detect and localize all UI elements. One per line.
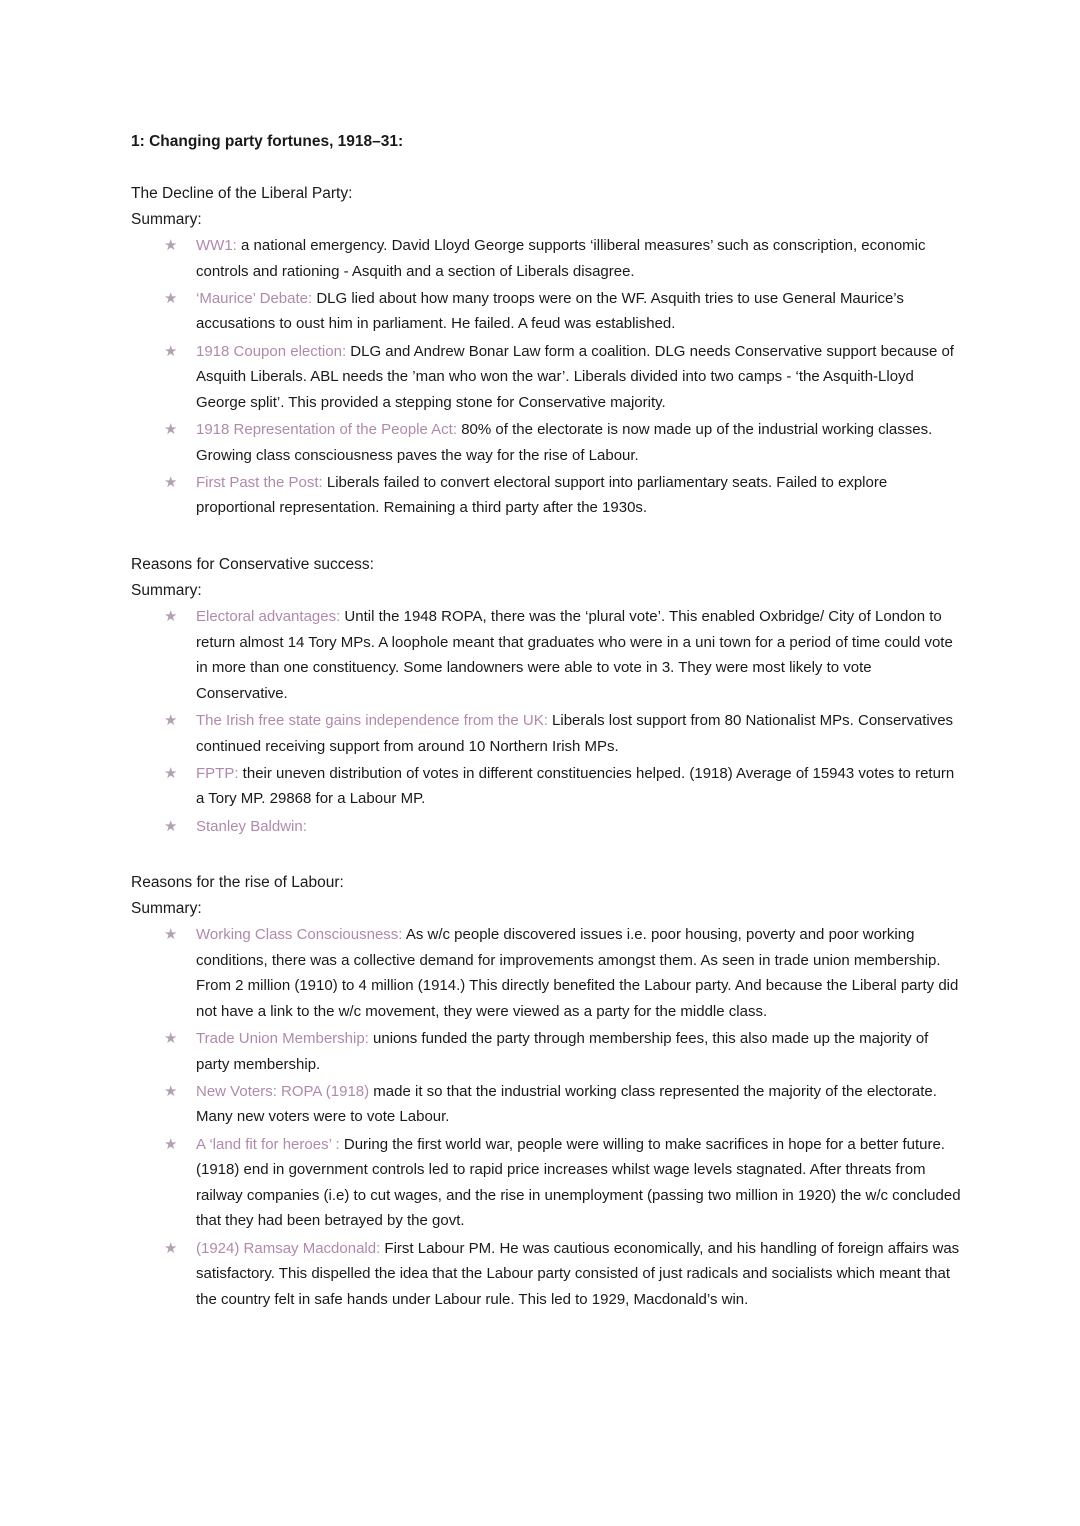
star-icon: ★ <box>164 342 178 360</box>
list-item <box>131 922 961 1024</box>
bullet-text: a national emergency. David Lloyd George supports ‘illiberal measures’ such as conscription, economic controls and rationing - Asquith and a section of Liberals disagree. <box>196 237 926 280</box>
bullet-text: 80% of the electorate is now made up of the industrial working classes. Growing class consciousness paves the way for the rise of Labour. <box>196 420 933 464</box>
star-icon: ★ <box>164 420 178 438</box>
bullet-term: Trade Union Membership: <box>196 1029 369 1047</box>
list-item <box>131 1132 961 1234</box>
list-item <box>131 1026 961 1077</box>
summary-label: Summary: <box>131 211 202 228</box>
bullet-list <box>131 922 961 1312</box>
bullet-text: their uneven distribution of votes in different constituencies helped. (1918) Average of 15943 votes to return a Tory MP. 29868 for a Labour MP. <box>196 764 955 808</box>
bullet-list <box>131 233 961 521</box>
bullet-term: WW1: <box>196 237 237 254</box>
list-item <box>131 339 961 416</box>
star-icon: ★ <box>164 1082 178 1100</box>
list-item <box>131 233 961 284</box>
bullet-text: DLG and Andrew Bonar Law form a coalition. DLG needs Conservative support because of Asquith Liberals. ABL needs the ’man who won the war’. Liberals divided into two camps - ‘the Asquith-Lloyd George split’. This provided a stepping stone for Conservative majority. <box>196 342 954 411</box>
bullet-term: FPTP: <box>196 764 239 782</box>
bullet-text: made it so that the industrial working class represented the majority of the electorate. Many new voters were to vote Labour. <box>196 1082 937 1126</box>
list-item <box>131 708 961 759</box>
list-item <box>131 761 961 812</box>
list-item <box>131 1079 961 1130</box>
bullet-text: As w/c people discovered issues i.e. poor housing, poverty and poor working conditions, there was a collective demand for improvements amongst them. As seen in trade union membership. From 2 million (1910) to 4 million (1914.) This directly benefited the Labour party. And because the Liberal party did not have a link to the w/c movement, they were viewed as a party for the middle class. <box>196 926 959 1020</box>
star-icon: ★ <box>164 817 178 835</box>
star-icon: ★ <box>164 289 178 307</box>
list-item <box>131 286 961 337</box>
star-icon: ★ <box>164 764 178 782</box>
star-icon: ★ <box>164 711 178 729</box>
list-item <box>131 814 961 840</box>
bullet-term: 1918 Coupon election: <box>196 342 347 360</box>
bullet-term: Electoral advantages: <box>196 608 341 625</box>
bullet-term: Stanley Baldwin: <box>196 817 307 835</box>
bullet-text: unions funded the party through membership fees, this also made up the majority of party membership. <box>196 1029 929 1073</box>
bullet-text: DLG lied about how many troops were on the WF. Asquith tries to use General Maurice’s accusations to oust him in parliament. He failed. A feud was established. <box>196 289 904 333</box>
star-icon: ★ <box>164 1239 178 1257</box>
bullet-term: 1918 Representation of the People Act: <box>196 420 458 438</box>
list-item <box>131 1236 961 1313</box>
bullet-term: A ‘land fit for heroes’ : <box>196 1135 340 1153</box>
star-icon: ★ <box>164 1135 178 1153</box>
bullet-term: The Irish free state gains independence from the UK: <box>196 711 548 729</box>
section-heading: Reasons for the rise of Labour: <box>131 874 344 891</box>
star-icon: ★ <box>164 237 178 254</box>
list-item <box>131 470 961 521</box>
bullet-term: New Voters: ROPA (1918) <box>196 1082 370 1100</box>
section-heading: Reasons for Conservative success: <box>131 556 374 573</box>
summary-label: Summary: <box>131 900 202 917</box>
bullet-text: First Labour PM. He was cautious economically, and his handling of foreign affairs was satisfactory. This dispelled the idea that the Labour party consisted of just radicals and socialists which meant that the country felt in safe hands under Labour rule. This led to 1929, Macdonald’s win. <box>196 1239 960 1308</box>
document-title: 1: Changing party fortunes, 1918–31: <box>131 133 404 150</box>
bullet-term: Working Class Consciousness: <box>196 926 403 943</box>
star-icon: ★ <box>164 473 178 491</box>
bullet-list <box>131 604 961 839</box>
bullet-text: Liberals failed to convert electoral support into parliamentary seats. Failed to explore proportional representation. Remaining a third party after the 1930s. <box>196 473 888 517</box>
section-liberal-decline <box>131 181 961 523</box>
section-labour-rise <box>131 870 961 1314</box>
list-item <box>131 417 961 468</box>
section-heading: The Decline of the Liberal Party: <box>131 185 353 202</box>
bullet-text: Liberals lost support from 80 Nationalist MPs. Conservatives continued receiving support from around 10 Northern Irish MPs. <box>196 711 954 755</box>
star-icon: ★ <box>164 926 178 943</box>
star-icon: ★ <box>164 608 178 625</box>
summary-label: Summary: <box>131 582 202 599</box>
star-icon: ★ <box>164 1029 178 1047</box>
bullet-text: During the first world war, people were willing to make sacrifices in hope for a better future. (1918) end in government controls led to rapid price increases whilst wage levels stagnated. After threats from railway companies (i.e) to cut wages, and the rise in unemployment (passing two million in 1920) the w/c concluded that they had been betrayed by the govt. <box>196 1135 961 1230</box>
bullet-term: (1924) Ramsay Macdonald: <box>196 1239 381 1257</box>
bullet-text: Until the 1948 ROPA, there was the ‘plural vote’. This enabled Oxbridge/ City of London to return almost 14 Tory MPs. A loophole meant that graduates who were in a uni town for a period of time could vote in more than one constituency. Some landowners were able to vote in 3. They were most likely to vote Conservative. <box>196 608 953 702</box>
list-item <box>131 604 961 706</box>
bullet-term: ‘Maurice’ Debate: <box>196 289 313 307</box>
bullet-term: First Past the Post: <box>196 473 323 491</box>
section-conservative-success <box>131 552 961 841</box>
